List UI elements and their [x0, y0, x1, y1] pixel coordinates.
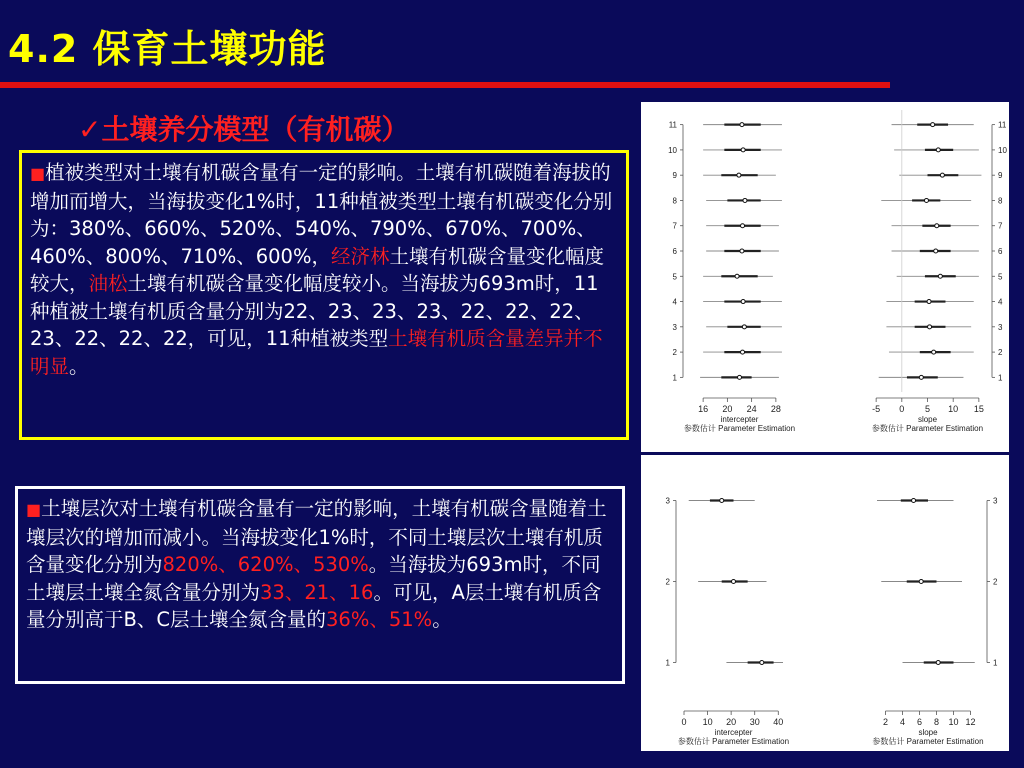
y-tick-label: 11 [668, 120, 677, 130]
x-tick-label: 28 [770, 404, 781, 414]
y-tick-label: 1 [993, 658, 998, 668]
estimate-point [934, 249, 938, 253]
text-segment: 植被类型对土壤有机碳含量有一定的影响。土壤有机碳随着海拔的增加而增大，当海拔变化1%时，11种植被类型土壤有机碳变化分别为：380%、660%、520%、540%、790%、670%、700%、460%、800%、710%、600%， [30, 161, 613, 268]
y-tick-label: 6 [672, 247, 677, 256]
y-tick-label: 10 [668, 145, 677, 155]
estimate-point [936, 661, 940, 665]
y-tick-label: 6 [998, 247, 1003, 256]
x-tick-label: 40 [773, 717, 784, 727]
x-axis-sublabel: 参数估计 Parameter Estimation [677, 737, 790, 746]
estimate-point [738, 375, 742, 379]
estimate-point [735, 274, 739, 278]
x-axis-sublabel: 参数估计 Parameter Estimation [871, 424, 984, 433]
x-tick-label: 0 [681, 717, 687, 727]
estimate-point [760, 661, 764, 665]
x-tick-label: 30 [749, 717, 760, 727]
estimate-point [740, 249, 744, 253]
highlight-text: 33、21、16 [260, 580, 374, 604]
y-tick-label: 3 [993, 496, 998, 506]
x-axis-label: slope [918, 728, 938, 737]
vegetation-coef-chart-panel [641, 102, 1009, 452]
x-tick-label: 20 [722, 404, 733, 414]
estimate-point [741, 224, 745, 228]
x-tick-label: 20 [726, 717, 737, 727]
y-tick-label: 5 [998, 272, 1003, 282]
x-axis-sublabel: 参数估计 Parameter Estimation [872, 737, 984, 746]
y-tick-label: 10 [998, 145, 1007, 155]
estimate-point [742, 325, 746, 329]
estimate-point [927, 300, 931, 304]
y-tick-label: 8 [998, 196, 1003, 206]
slide-subtitle: ✓土壤养分模型（有机碳） [78, 113, 410, 146]
y-tick-label: 3 [998, 322, 1003, 332]
x-axis-label: slope [917, 415, 938, 424]
y-tick-label: 1 [672, 373, 677, 383]
estimate-point [737, 173, 741, 177]
title-divider [0, 82, 890, 88]
y-tick-label: 1 [998, 373, 1003, 383]
estimate-point [732, 580, 736, 584]
y-tick-label: 4 [672, 297, 677, 307]
highlight-text: 土壤有机质含量差异并不明显 [30, 327, 603, 378]
text-segment: 土壤有机碳含量变化幅度较大， [30, 244, 605, 295]
estimate-point [938, 274, 942, 278]
estimate-point [932, 350, 936, 354]
text-segment: 。当海拔为693m时，不同土壤层土壤全氮含量分别为 [26, 553, 601, 604]
x-axis-sublabel: 参数估计 Parameter Estimation [683, 424, 796, 433]
x-tick-label: 10 [948, 717, 959, 727]
x-tick-label: -5 [872, 404, 881, 414]
x-axis-label: intercepter [714, 728, 753, 737]
x-tick-label: 24 [746, 404, 757, 414]
estimate-point [936, 148, 940, 152]
y-tick-label: 7 [998, 221, 1003, 231]
estimate-point [912, 499, 916, 503]
x-tick-label: 15 [973, 404, 984, 414]
x-axis-label: intercepter [720, 415, 759, 424]
y-tick-label: 2 [672, 348, 677, 358]
y-tick-label: 1 [665, 658, 670, 668]
x-tick-label: 0 [899, 404, 905, 414]
y-tick-label: 11 [998, 120, 1007, 130]
x-tick-label: 10 [948, 404, 959, 414]
highlight-text: 油松 [88, 272, 128, 295]
x-tick-label: 6 [916, 717, 923, 727]
y-tick-label: 8 [672, 196, 677, 206]
y-tick-label: 3 [665, 496, 670, 506]
x-tick-label: 5 [924, 404, 931, 414]
text-segment: 。可见，A层土壤有机质含量分别高于B、C层土壤全氮含量的 [26, 580, 602, 631]
estimate-point [741, 148, 745, 152]
soil-layer-coef-chart [641, 455, 1009, 751]
x-tick-label: 8 [933, 717, 940, 727]
text-segment: 土壤有机碳含量变化幅度较小。当海拔为693m时，11种植被土壤有机质含量分别为22、23、23、23、22、22、22、23、22、22、22，可见，11种植被类型 [30, 272, 599, 350]
y-tick-label: 2 [998, 348, 1003, 358]
slide-title: 4.2 保育土壤功能 [8, 27, 327, 71]
y-tick-label: 9 [672, 171, 677, 181]
y-tick-label: 2 [665, 577, 670, 587]
estimate-point [741, 300, 745, 304]
y-tick-label: 3 [672, 322, 677, 332]
estimate-point [720, 499, 724, 503]
estimate-point [924, 198, 928, 202]
y-tick-label: 7 [672, 221, 677, 231]
x-tick-label: 4 [899, 717, 906, 727]
highlight-text: 820%、620%、530% [162, 553, 369, 576]
estimate-point [919, 375, 923, 379]
x-tick-label: 10 [702, 717, 713, 727]
estimate-point [935, 224, 939, 228]
estimate-point [743, 198, 747, 202]
vegetation-coef-chart [641, 102, 1009, 452]
y-tick-label: 9 [998, 171, 1003, 181]
highlight-text: 36%、51% [326, 608, 433, 631]
x-tick-label: 16 [698, 404, 709, 414]
estimate-point [928, 325, 932, 329]
text-segment: 。 [432, 608, 452, 631]
highlight-text: 经济林 [331, 244, 390, 268]
y-tick-label: 2 [993, 577, 998, 587]
estimate-point [741, 350, 745, 354]
y-tick-label: 5 [672, 272, 677, 282]
estimate-point [919, 580, 923, 584]
estimate-point [940, 173, 944, 177]
estimate-point [740, 123, 744, 127]
bullet-icon: ■ [26, 500, 42, 519]
y-tick-label: 4 [998, 297, 1003, 307]
soil-layer-textbox [15, 486, 625, 684]
text-segment: 土壤层次对土壤有机碳含量有一定的影响，土壤有机碳含量随着土壤层次的增加而减小。当海拔变化1%时，不同土壤层次土壤有机质含量变化分别为 [26, 497, 607, 576]
x-tick-label: 12 [965, 717, 976, 727]
soil-layer-coef-chart-panel [641, 455, 1009, 751]
x-tick-label: 2 [882, 717, 889, 727]
vegetation-type-textbox [19, 150, 629, 440]
bullet-icon: ■ [30, 164, 46, 183]
estimate-point [931, 123, 935, 127]
text-segment: 。 [69, 354, 89, 378]
